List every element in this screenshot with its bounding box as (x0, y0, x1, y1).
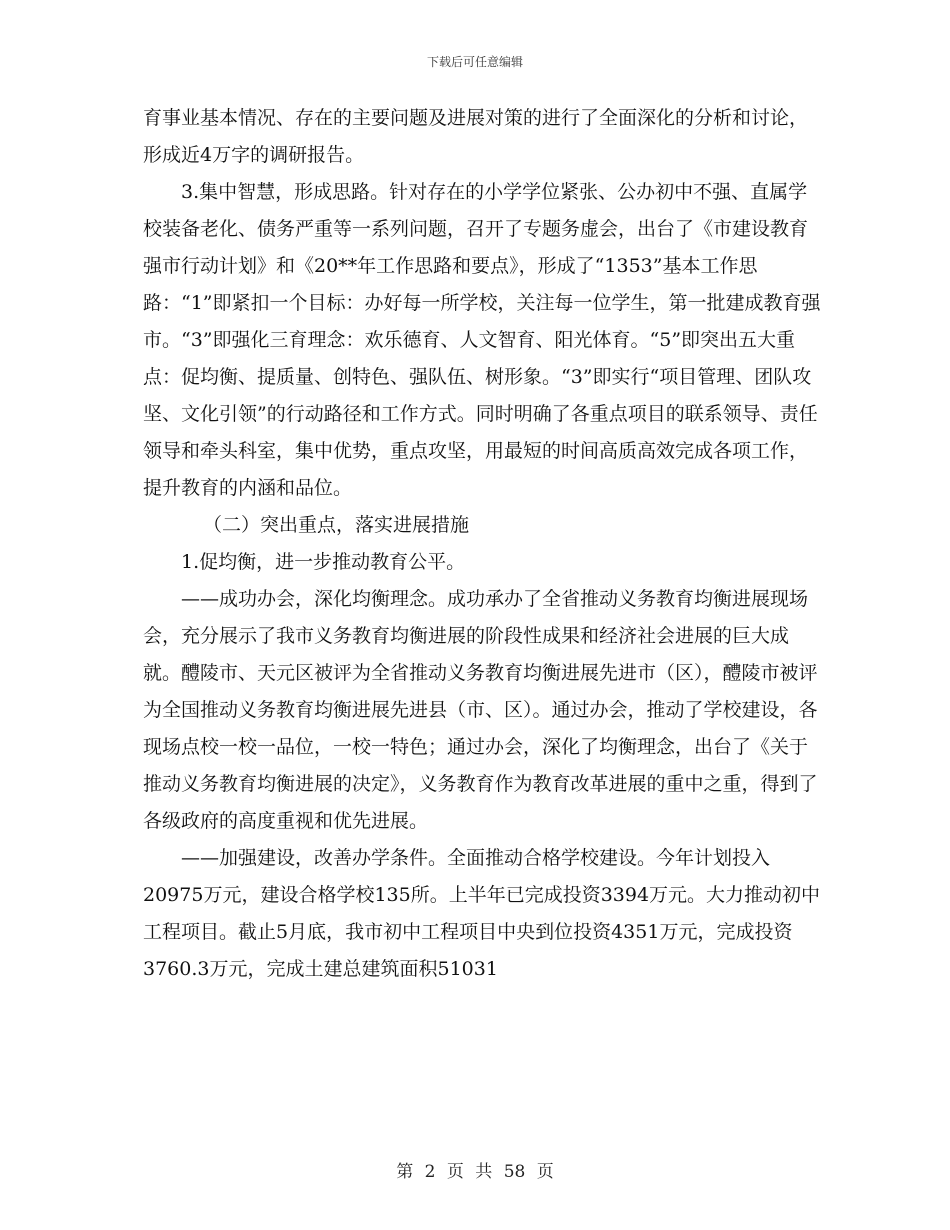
paragraph: 育事业基本情况、存在的主要问题及进展对策的进行了全面深化的分析和讨论，形成近4万字的调研报告。 (143, 107, 809, 166)
section-heading: （二）突出重点，落实进展措施 (203, 514, 470, 536)
paragraph: 3.集中智慧，形成思路。针对存在的小学学位紧张、公办初中不强、直属学校装备老化、债务严重等一系列问题，召开了专题务虚会，出台了《市建设教育强市行动计划》和《20**年工作思路和要点》，形成了“1353”基本工作思路：“1”即紧扣一个目标：办好每一所学校，关注每一位学生，第一批建成教育强市。“3”即强化三育理念：欢乐德育、人文智育、阳光体育。“5”即突出五大重点：促均衡、提质量、创特色、强队伍、树形象。“3”即实行“项目管理、团队攻坚、文化引领”的行动路径和工作方式。同时明确了各重点项目的联系领导、责任领导和牵头科室，集中优势，重点攻坚，用最短的时间高质高效完成各项工作，提升教育的内涵和品位。 (143, 181, 821, 499)
paragraph: 1.促均衡，进一步推动教育公平。 (181, 551, 466, 573)
document-body (143, 100, 823, 988)
page-footer: 第 2 页 共 58 页 (396, 1162, 554, 1182)
paragraph: ——成功办会，深化均衡理念。成功承办了全省推动义务教育均衡进展现场会，充分展示了我市义务教育均衡进展的阶段性成果和经济社会进展的巨大成就。醴陵市、天元区被评为全省推动义务教育均衡进展先进市（区），醴陵市被评为全国推动义务教育均衡进展先进县（市、区）。通过办会，推动了学校建设，各现场点校一校一品位，一校一特色；通过办会，深化了均衡理念，出台了《关于推动义务教育均衡进展的决定》，义务教育作为教育改革进展的重中之重，得到了各级政府的高度重视和优先进展。 (143, 588, 818, 832)
page-header: 下载后可任意编辑 (426, 55, 523, 69)
paragraph: ——加强建设，改善办学条件。全面推动合格学校建设。今年计划投入20975万元，建设合格学校135所。上半年已完成投资3394万元。大力推动初中工程项目。截止5月底，我市初中工程项目中央到位投资4351万元，完成投资3760.3万元，完成土建总建筑面积51031 (143, 847, 821, 980)
